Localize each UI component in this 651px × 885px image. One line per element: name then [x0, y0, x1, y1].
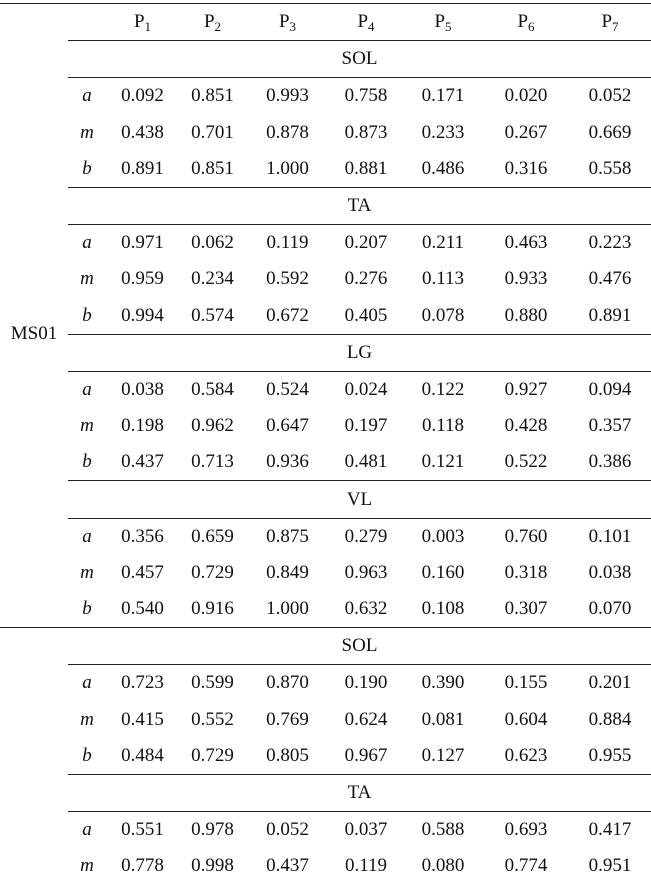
value-cell-p4: 0.119: [344, 855, 388, 877]
value-cell-p5: 0.171: [421, 85, 465, 107]
value-cell-p4: 0.190: [344, 672, 388, 694]
value-cell-p7: 0.101: [588, 525, 632, 547]
table-row: [0, 298, 651, 335]
group-row: [0, 41, 651, 78]
value-cell-p2: 0.701: [191, 121, 234, 143]
value-cell-p1: 0.891: [106, 151, 179, 188]
column-header-base: P: [517, 11, 529, 33]
column-header-p3: [246, 4, 329, 41]
group-label: TA: [68, 187, 651, 224]
value-cell-p7: 0.417: [588, 819, 632, 841]
value-cell-p5: 0.211: [421, 232, 465, 254]
value-cell-p3: 0.647: [266, 415, 309, 437]
value-cell-p4: 0.967: [329, 738, 403, 775]
value-cell-p4: 0.024: [344, 378, 388, 400]
value-cell-p7: 0.884: [588, 708, 632, 730]
value-cell-p1: 0.551: [121, 819, 164, 841]
value-cell-p6: 0.774: [504, 855, 548, 877]
param-label: m: [80, 561, 94, 583]
value-cell-p3: 0.769: [266, 708, 309, 730]
value-cell-p5: 0.160: [421, 561, 465, 583]
group-label: VL: [68, 481, 651, 518]
value-cell-p1: 0.415: [121, 708, 164, 730]
value-cell-p6: 0.880: [483, 298, 569, 335]
value-cell-p4: 0.963: [344, 561, 388, 583]
value-cell-p4: 0.881: [329, 151, 403, 188]
value-cell-p6: 0.318: [504, 561, 548, 583]
column-header-base: P: [133, 11, 145, 33]
value-cell-p7: 0.052: [588, 85, 632, 107]
group-row: [0, 481, 651, 518]
value-cell-p3: 0.672: [246, 298, 329, 335]
value-cell-p6: 0.267: [504, 121, 548, 143]
table-row: [0, 371, 651, 408]
value-cell-p3: 0.936: [246, 444, 329, 481]
param-label: b: [68, 444, 106, 481]
value-cell-p5: 0.108: [421, 598, 465, 620]
value-cell-p6: 0.604: [504, 708, 548, 730]
column-header-base: P: [278, 11, 290, 33]
param-label: a: [82, 378, 92, 400]
table-row: [0, 591, 651, 628]
param-label: a: [82, 232, 92, 254]
group-label: SOL: [68, 628, 651, 665]
value-cell-p5: 0.233: [421, 121, 465, 143]
value-cell-p1: 0.198: [121, 415, 164, 437]
param-label: b: [82, 598, 92, 620]
value-cell-p5: 0.081: [421, 708, 465, 730]
column-header-p1: [106, 4, 179, 41]
table-row: [0, 115, 651, 151]
value-cell-p2: 0.574: [179, 298, 246, 335]
header-blank-cell: [0, 4, 68, 41]
table-body: [0, 4, 651, 885]
group-row: [0, 628, 651, 665]
column-header-subscript: 6: [528, 19, 535, 35]
value-cell-p5: 0.588: [421, 819, 465, 841]
group-label: SOL: [68, 41, 651, 78]
header-param-cell: [68, 4, 106, 41]
table-row: [0, 151, 651, 188]
value-cell-p4: 0.276: [344, 268, 388, 290]
value-cell-p5: 0.390: [421, 672, 465, 694]
group-label: TA: [68, 774, 651, 811]
value-cell-p2: 0.062: [191, 232, 234, 254]
value-cell-p1: 0.356: [121, 525, 164, 547]
column-header-subscript: 4: [368, 19, 375, 35]
value-cell-p4: 0.632: [344, 598, 388, 620]
param-label: b: [68, 738, 106, 775]
value-cell-p7: 0.070: [588, 598, 632, 620]
group-label: LG: [68, 334, 651, 371]
table-row: [0, 555, 651, 591]
value-cell-p2: 0.978: [191, 819, 234, 841]
param-label: a: [82, 85, 92, 107]
value-cell-p7: 0.357: [588, 415, 632, 437]
value-cell-p2: 0.659: [191, 525, 234, 547]
column-header-p6: [483, 4, 569, 41]
value-cell-p2: 0.552: [191, 708, 234, 730]
value-cell-p4: 0.197: [344, 415, 388, 437]
value-cell-p3: 0.592: [266, 268, 309, 290]
value-cell-p4: 0.207: [344, 232, 388, 254]
value-cell-p7: 0.223: [588, 232, 632, 254]
value-cell-p7: 0.476: [588, 268, 632, 290]
value-cell-p1: 0.038: [121, 378, 164, 400]
value-cell-p2: 0.998: [191, 855, 234, 877]
value-cell-p1: 0.778: [121, 855, 164, 877]
value-cell-p2: 0.851: [179, 151, 246, 188]
value-cell-p4: 0.037: [344, 819, 388, 841]
table-row: [0, 78, 651, 115]
value-cell-p4: 0.481: [329, 444, 403, 481]
value-cell-p5: 0.118: [421, 415, 465, 437]
value-cell-p6: 0.428: [504, 415, 548, 437]
column-header-p5: [403, 4, 483, 41]
value-cell-p3: 1.000: [246, 151, 329, 188]
value-cell-p7: 0.951: [588, 855, 632, 877]
value-cell-p6: 0.316: [483, 151, 569, 188]
value-cell-p4: 0.873: [344, 121, 388, 143]
value-cell-p3: 0.870: [266, 672, 309, 694]
column-header-base: P: [434, 11, 446, 33]
value-cell-p1: 0.994: [106, 298, 179, 335]
value-cell-p6: 0.693: [504, 819, 548, 841]
value-cell-p1: 0.971: [121, 232, 164, 254]
column-header-p4: [329, 4, 403, 41]
group-row: [0, 187, 651, 224]
table-row: [0, 225, 651, 262]
value-cell-p6: 0.020: [504, 85, 548, 107]
value-cell-p6: 0.933: [504, 268, 548, 290]
value-cell-p1: 0.959: [121, 268, 164, 290]
table-row: [0, 812, 651, 849]
table-row: [0, 408, 651, 444]
group-row: [0, 774, 651, 811]
table-row: [0, 261, 651, 297]
column-header-base: P: [357, 11, 369, 33]
table-row: [0, 444, 651, 481]
value-cell-p7: 0.201: [588, 672, 632, 694]
value-cell-p1: 0.438: [121, 121, 164, 143]
value-cell-p1: 0.092: [121, 85, 164, 107]
value-cell-p5: 0.122: [421, 378, 465, 400]
value-cell-p7: 0.558: [569, 151, 651, 188]
value-cell-p5: 0.080: [421, 855, 465, 877]
column-header-subscript: 3: [289, 19, 297, 35]
value-cell-p3: 0.878: [266, 121, 309, 143]
value-cell-p5: 0.003: [421, 525, 465, 547]
value-cell-p4: 0.758: [344, 85, 388, 107]
param-label: m: [80, 415, 94, 437]
value-cell-p4: 0.279: [344, 525, 388, 547]
value-cell-p3: 1.000: [266, 598, 309, 620]
param-label: m: [80, 708, 94, 730]
value-cell-p1: 0.723: [121, 672, 164, 694]
param-label: a: [82, 525, 92, 547]
value-cell-p6: 0.522: [483, 444, 569, 481]
value-cell-p2: 0.584: [191, 378, 234, 400]
value-cell-p3: 0.437: [266, 855, 309, 877]
value-cell-p7: 0.955: [569, 738, 651, 775]
table-row: [0, 848, 651, 884]
value-cell-p2: 0.851: [191, 85, 234, 107]
value-cell-p7: 0.094: [588, 378, 632, 400]
column-header-p2: [179, 4, 246, 41]
value-cell-p1: 0.437: [106, 444, 179, 481]
table-row: [0, 518, 651, 555]
column-header-subscript: 2: [214, 19, 222, 35]
value-cell-p3: 0.875: [266, 525, 309, 547]
value-cell-p2: 0.916: [191, 598, 234, 620]
value-cell-p5: 0.121: [403, 444, 483, 481]
value-cell-p5: 0.486: [403, 151, 483, 188]
param-label: m: [80, 268, 94, 290]
table-row: [0, 665, 651, 702]
value-cell-p3: 0.524: [266, 378, 309, 400]
value-cell-p6: 0.463: [504, 232, 548, 254]
value-cell-p2: 0.234: [191, 268, 234, 290]
value-cell-p3: 0.849: [266, 561, 309, 583]
value-cell-p6: 0.760: [504, 525, 548, 547]
value-cell-p5: 0.113: [421, 268, 465, 290]
parameter-table: [0, 3, 651, 885]
value-cell-p2: 0.962: [191, 415, 234, 437]
value-cell-p7: 0.891: [569, 298, 651, 335]
value-cell-p7: 0.386: [569, 444, 651, 481]
value-cell-p3: 0.993: [266, 85, 309, 107]
column-header-subscript: 1: [144, 19, 152, 35]
column-header-base: P: [601, 11, 613, 33]
param-label: a: [82, 819, 92, 841]
value-cell-p7: 0.669: [588, 121, 632, 143]
value-cell-p3: 0.052: [266, 819, 309, 841]
column-header-p7: [569, 4, 651, 41]
value-cell-p2: 0.713: [179, 444, 246, 481]
value-cell-p1: 0.540: [121, 598, 164, 620]
header-row: [0, 4, 651, 41]
value-cell-p6: 0.155: [504, 672, 548, 694]
column-header-subscript: 7: [612, 19, 619, 35]
table-row: [0, 738, 651, 775]
value-cell-p1: 0.457: [121, 561, 164, 583]
column-header-subscript: 5: [445, 19, 452, 35]
table-row: [0, 702, 651, 738]
column-header-base: P: [203, 11, 215, 33]
param-label: a: [82, 672, 92, 694]
value-cell-p6: 0.623: [483, 738, 569, 775]
value-cell-p5: 0.078: [403, 298, 483, 335]
value-cell-p5: 0.127: [403, 738, 483, 775]
group-row: [0, 334, 651, 371]
value-cell-p2: 0.599: [191, 672, 234, 694]
param-label: b: [68, 151, 106, 188]
value-cell-p7: 0.038: [588, 561, 632, 583]
value-cell-p6: 0.927: [504, 378, 548, 400]
value-cell-p2: 0.729: [179, 738, 246, 775]
value-cell-p6: 0.307: [504, 598, 548, 620]
value-cell-p4: 0.405: [329, 298, 403, 335]
param-label: b: [68, 298, 106, 335]
value-cell-p2: 0.729: [191, 561, 234, 583]
value-cell-p3: 0.805: [246, 738, 329, 775]
value-cell-p3: 0.119: [266, 232, 309, 254]
block-label: MS01: [10, 322, 58, 344]
param-label: m: [80, 855, 94, 877]
block-label: [0, 628, 68, 885]
value-cell-p1: 0.484: [106, 738, 179, 775]
param-label: m: [80, 121, 94, 143]
value-cell-p4: 0.624: [344, 708, 388, 730]
